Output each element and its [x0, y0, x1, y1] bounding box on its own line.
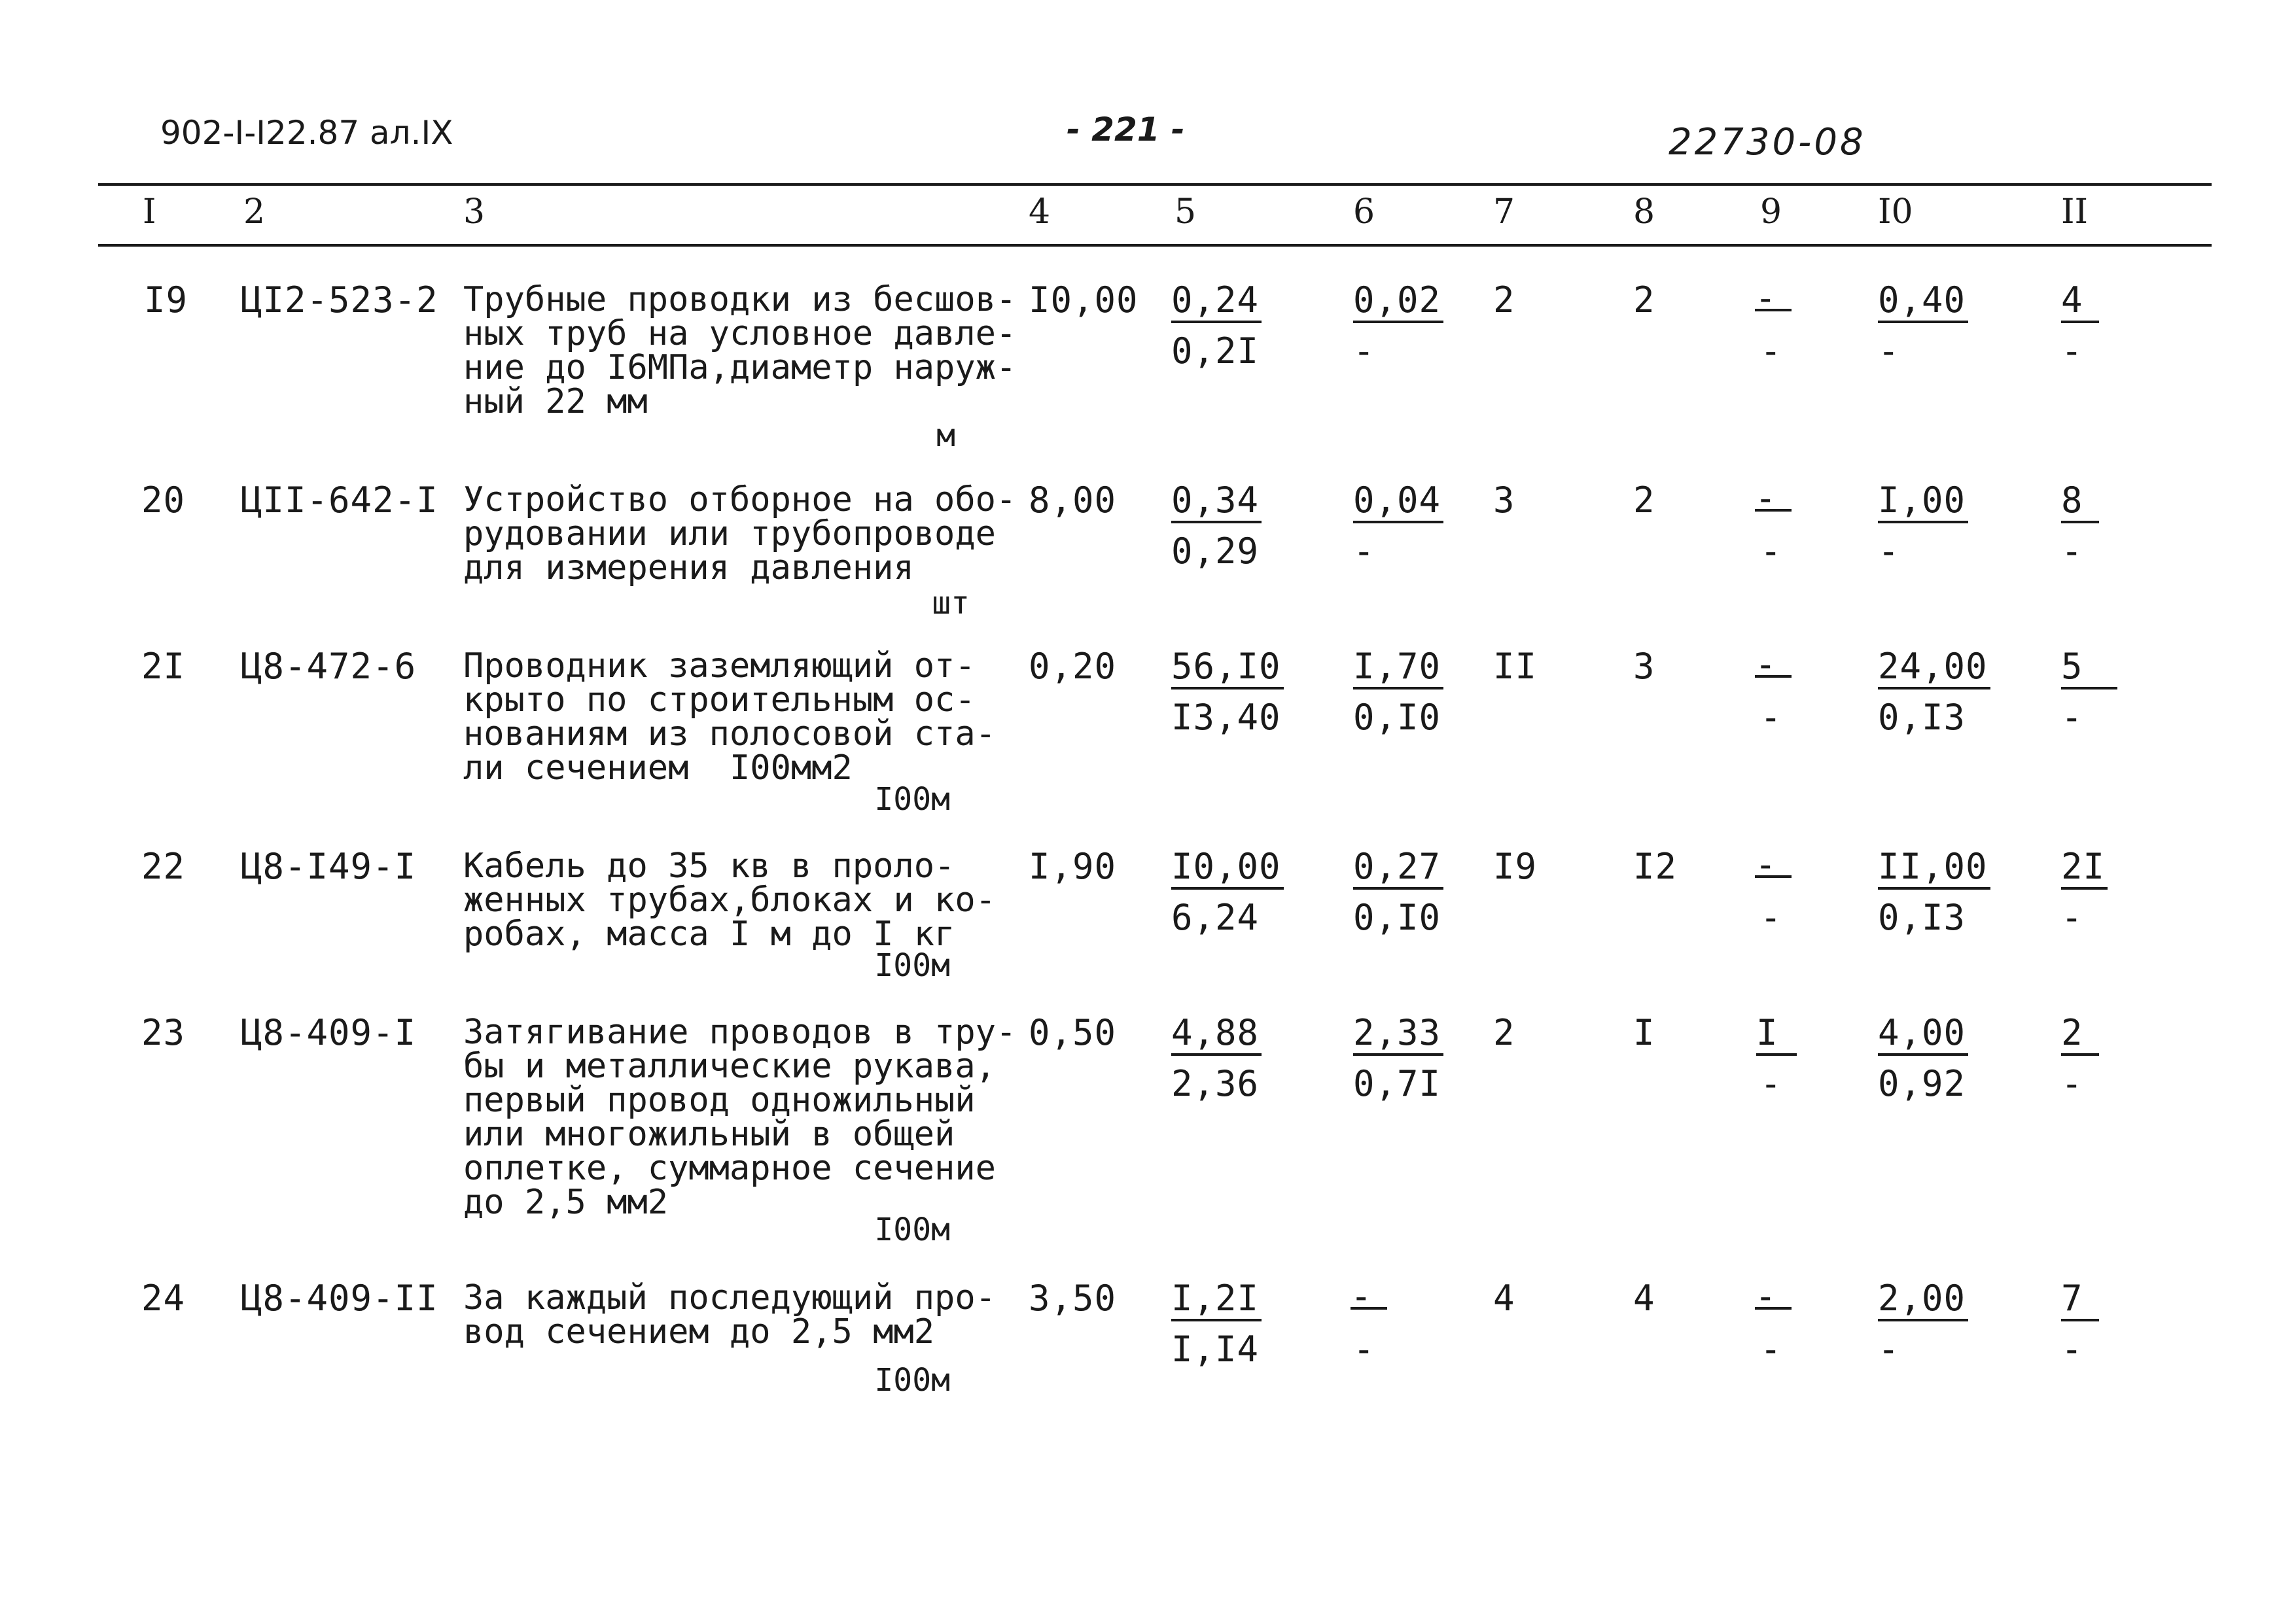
col5-bottom: I3,40: [1171, 697, 1281, 738]
col10-bottom: -: [1878, 531, 1900, 572]
work-description: [463, 646, 996, 788]
col9-top: -: [1755, 1286, 1792, 1310]
col11-top: 5: [2061, 649, 2117, 689]
description-line: ных труб на условное давле-: [463, 314, 1017, 353]
row-number: 23: [141, 1012, 186, 1053]
column-header-2: 2: [243, 192, 266, 232]
row-number: I9: [144, 279, 188, 321]
col5-top: 56,I0: [1171, 649, 1284, 689]
col7-value: 3: [1493, 480, 1515, 521]
col6-bottom: 0,7I: [1353, 1063, 1441, 1104]
col8-value: 4: [1633, 1278, 1655, 1319]
col9-bottom: -: [1760, 697, 1782, 738]
column-header-10: I0: [1878, 192, 1913, 232]
column-header-4: 4: [1029, 192, 1051, 232]
col5-top: 4,88: [1171, 1015, 1262, 1056]
unit-of-measure: I00м: [874, 947, 950, 984]
column-header-7: 7: [1493, 192, 1515, 232]
col10-bottom: 0,I3: [1878, 897, 1966, 938]
table-header-rule: [98, 244, 2212, 247]
quantity: 0,50: [1029, 1012, 1117, 1053]
row-number: 2I: [141, 646, 186, 687]
price-code: ЦII-642-I: [241, 480, 438, 521]
col11-bottom: -: [2061, 1329, 2083, 1370]
col9-top: I: [1756, 1015, 1797, 1056]
row-number: 24: [141, 1278, 186, 1319]
col6-top: 0,04: [1353, 483, 1443, 523]
col9-bottom: -: [1760, 531, 1782, 572]
row-number: 22: [141, 846, 186, 887]
col8-value: 2: [1633, 480, 1655, 521]
quantity: I0,00: [1029, 279, 1139, 321]
col10-top: 24,00: [1878, 649, 1990, 689]
col6-bottom: 0,I0: [1353, 897, 1441, 938]
description-line: Устройство отборное на обо-: [463, 480, 1017, 519]
col10-bottom: -: [1878, 330, 1900, 372]
description-line: ный 22 мм: [463, 382, 648, 421]
unit-of-measure: I00м: [874, 1212, 950, 1248]
description-line: для измерения давления: [463, 548, 914, 587]
quantity: 8,00: [1029, 480, 1117, 521]
col6-top: 0,02: [1353, 283, 1443, 323]
document-code: 902-I-I22.87 ал.IX: [160, 114, 453, 152]
col9-top: -: [1755, 288, 1792, 311]
description-line: ли сечением I00мм2: [463, 748, 853, 788]
col6-bottom: -: [1353, 330, 1375, 372]
description-line: первый провод одножильный: [463, 1081, 976, 1120]
unit-of-measure: шт: [932, 585, 970, 621]
column-header-6: 6: [1353, 192, 1375, 232]
work-description: [463, 846, 996, 954]
col10-top: 0,40: [1878, 283, 1968, 323]
unit-of-measure: I00м: [874, 1362, 950, 1399]
inventory-number: 22730-08: [1669, 121, 1866, 164]
col6-top: 2,33: [1353, 1015, 1443, 1056]
col6-top: I,70: [1353, 649, 1443, 689]
quantity: 0,20: [1029, 646, 1117, 687]
col10-bottom: 0,92: [1878, 1063, 1966, 1104]
col9-bottom: -: [1760, 1329, 1782, 1370]
col8-value: 2: [1633, 279, 1655, 321]
description-line: Трубные проводки из бесшов-: [463, 280, 1017, 319]
col10-bottom: -: [1878, 1329, 1900, 1370]
col10-top: 2,00: [1878, 1281, 1968, 1321]
description-line: вод сечением до 2,5 мм2: [463, 1312, 935, 1352]
description-line: робах, масса I м до I кг: [463, 915, 955, 954]
price-code: Ц8-409-I: [241, 1012, 417, 1053]
column-header-8: 8: [1633, 192, 1655, 232]
col7-value: I9: [1493, 846, 1538, 887]
col6-bottom: 0,I0: [1353, 697, 1441, 738]
col5-top: 0,24: [1171, 283, 1262, 323]
description-line: крыто по строительным ос-: [463, 680, 976, 720]
col5-top: I,2I: [1171, 1281, 1262, 1321]
col11-bottom: -: [2061, 697, 2083, 738]
work-description: [463, 1278, 996, 1352]
col11-top: 2: [2061, 1015, 2099, 1056]
col10-top: II,00: [1878, 849, 1990, 890]
col7-value: 4: [1493, 1278, 1515, 1319]
page-number: - 221 -: [1067, 111, 1185, 148]
unit-of-measure: I00м: [874, 781, 950, 818]
col11-bottom: -: [2061, 531, 2083, 572]
col9-bottom: -: [1760, 897, 1782, 938]
col11-top: 7: [2061, 1281, 2099, 1321]
col5-top: I0,00: [1171, 849, 1284, 890]
price-code: ЦI2-523-2: [241, 279, 438, 321]
description-line: женных трубах,блоках и ко-: [463, 881, 996, 920]
col5-bottom: 6,24: [1171, 897, 1260, 938]
col6-bottom: -: [1353, 1329, 1375, 1370]
column-header-5: 5: [1174, 192, 1197, 232]
work-description: [463, 1013, 1017, 1222]
col9-bottom: -: [1760, 1063, 1782, 1104]
description-line: бы и металлические рукава,: [463, 1047, 996, 1086]
col7-value: II: [1493, 646, 1538, 687]
quantity: I,90: [1029, 846, 1117, 887]
description-line: За каждый последующий про-: [463, 1278, 996, 1318]
col10-top: 4,00: [1878, 1015, 1968, 1056]
col5-top: 0,34: [1171, 483, 1262, 523]
description-line: или многожильный в общей: [463, 1115, 955, 1154]
description-line: оплетке, суммарное сечение: [463, 1149, 996, 1188]
col5-bottom: 2,36: [1171, 1063, 1260, 1104]
quantity: 3,50: [1029, 1278, 1117, 1319]
col11-bottom: -: [2061, 897, 2083, 938]
column-header-1: I: [143, 192, 156, 232]
col5-bottom: 0,29: [1171, 531, 1260, 572]
work-description: [463, 280, 1017, 421]
col7-value: 2: [1493, 279, 1515, 321]
col11-top: 8: [2061, 483, 2099, 523]
price-code: Ц8-I49-I: [241, 846, 417, 887]
price-code: Ц8-472-6: [241, 646, 417, 687]
description-line: нованиям из полосовой ста-: [463, 714, 996, 754]
description-line: рудовании или трубопроводе: [463, 514, 996, 553]
col6-top: 0,27: [1353, 849, 1443, 890]
col11-top: 4: [2061, 283, 2099, 323]
col5-bottom: I,I4: [1171, 1329, 1260, 1370]
col10-bottom: 0,I3: [1878, 697, 1966, 738]
column-header-3: 3: [463, 192, 486, 232]
col6-bottom: -: [1353, 531, 1375, 572]
col9-bottom: -: [1760, 330, 1782, 372]
column-header-11: II: [2061, 192, 2089, 232]
col9-top: -: [1755, 654, 1792, 678]
column-header-9: 9: [1760, 192, 1782, 232]
unit-of-measure: м: [936, 417, 955, 454]
col8-value: 3: [1633, 646, 1655, 687]
price-code: Ц8-409-II: [241, 1278, 438, 1319]
description-line: Кабель до 35 кв в проло-: [463, 846, 955, 886]
col9-top: -: [1755, 488, 1792, 512]
col10-top: I,00: [1878, 483, 1968, 523]
col11-top: 2I: [2061, 849, 2108, 890]
col5-bottom: 0,2I: [1171, 330, 1260, 372]
description-line: Проводник заземляющий от-: [463, 646, 976, 686]
col9-top: -: [1755, 854, 1792, 878]
col11-bottom: -: [2061, 1063, 2083, 1104]
table-top-rule: [98, 183, 2212, 186]
col11-bottom: -: [2061, 330, 2083, 372]
description-line: ние до I6МПа,диаметр наруж-: [463, 348, 1017, 387]
description-line: Затягивание проводов в тру-: [463, 1013, 1017, 1052]
col8-value: I2: [1633, 846, 1678, 887]
description-line: до 2,5 мм2: [463, 1183, 669, 1222]
col6-top: -: [1351, 1286, 1387, 1310]
col8-value: I: [1633, 1012, 1655, 1053]
row-number: 20: [141, 480, 186, 521]
work-description: [463, 480, 1017, 587]
col7-value: 2: [1493, 1012, 1515, 1053]
